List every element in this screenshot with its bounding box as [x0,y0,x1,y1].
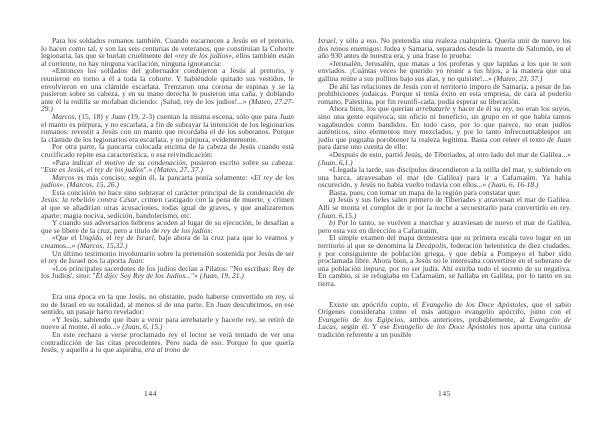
text-run: El simple examen del mapa demuestra que su primera escala tuvo lugar en un territorio al que se denomina la [318,233,571,251]
page-number-left: 144 [143,389,158,398]
text-run: Basta, pues, con tomar un mapa de la región para constatar que: [329,187,521,197]
text-run: Ahora bien, los que querían [329,104,416,114]
text-run: ".» [143,165,155,175]
text-run: , ambos anteriores, probablemente, al [403,314,530,324]
text-run: , federación helenística de diez ciudades, y por consiguiente de población griega, y que debía a Pompeyo el haber sido proclamada libre. Ahora bien, a Jesús no le interesaba convertirse en el soberano de una población [318,241,571,273]
paragraph [41,219,294,234]
text-run: : [210,225,213,235]
italic-run: el motivo de su condenación [95,157,186,167]
paragraph [318,105,571,151]
italic-run: b) [329,218,336,228]
text-run: Esta concisión no hace sino subrayar el carácter principal de la condenación [52,187,287,197]
text-run: «Después de esto, partió Jesús, de Tiberiades, al otro lado del mar de Galilea...» [329,149,571,159]
italic-run: arrebatarle [415,104,451,114]
italic-run: Él dijo: Soy Rey de los Judíos... [95,271,192,281]
text-run: Por lo tanto, se vuelven a marchar y atraviesan de nuevo el mar de Galilea, pero esta vez en dirección a Cafarnaúm. [318,218,571,235]
paragraph [41,159,294,174]
text-run: , el [101,233,115,243]
paragraph [318,37,571,60]
italic-run: rey de los judíos [178,51,229,61]
text-run: , crimen castigado con la pena de muerte, y crimen al que se añadirían otras acusaciones, todas igual de graves, y que analizaremos aparte: magia nociva, sedición, bandolerismo, etc. [41,195,295,220]
text-run: para darse uno cuenta de ello: [318,142,408,152]
paragraph [41,113,294,143]
text-run: , no eran los suyos, sino una gente equívoca, sin oficio ni beneficio, un grupo en el que había tantos vagabundos como bandidos. En todo caso, por lo que parece, no eran judíos auténticos, sino elementos muy mezclados, y por lo tanto infrecuentablespor un judío que pugnaba porobtener la realeza legítima. Basta con releer el texto [318,104,571,144]
paragraph [318,83,571,106]
text-run: », ellos también están al corriente, no hay ninguna vacilación, ninguna ignorancia: [41,51,294,68]
italic-run: El rey de los judíos [41,172,294,190]
italic-run: de Juan [547,134,572,144]
page-number-right: 145 [437,389,452,398]
italic-run: Evangelio de los Egipcios [318,314,404,324]
text-run: (19, 2-3) cuentan la misma escena, sólo que para [125,111,280,121]
text-run: es más conciso; según él, la pancarta ponía solamente: « [74,172,254,182]
italic-run: (Juan, 6,15.) [318,210,357,220]
italic-run: rey de Israel [114,233,154,243]
paragraph [318,196,571,219]
italic-run: (Mateo, 27.27-29.) [41,96,294,114]
italic-run: (Marcos, 15,32.) [77,241,128,251]
text-run: Era una época en la que Jesús, no obstante, pudo haberse convertido en rey, si no de Israel en su totalidad, al menos sí de una parte. En [41,292,294,309]
text-run: «Los principales sacerdotes de los judíos decían a Pilatos: "No escribas: Rey de los Judíos', sino: " [41,263,294,281]
paragraph [41,234,294,249]
italic-run: impura [363,263,385,273]
paragraph [41,250,294,265]
text-run: Para los soldados romanos también. Cuando escarnecen a Jesús en el pretorio, lo hacen como tal, y son las seis centurias de veteranos, que constituían la Cohorte legionaria, las que se burlan cruelmente del « [41,36,294,61]
italic-run: Marcos [52,172,75,182]
text-run: Existe un apócrifo copto, el [329,299,422,309]
italic-run: Evangelio de Lucas [318,314,571,332]
italic-run: Marcos [52,111,75,121]
paragraph [41,37,294,67]
paragraph [41,331,294,354]
text-run: Un último testimonio involuntario sobre la pretensión sostenida por Jesús de ser el rey de Israel nos la aporta [41,248,294,266]
italic-run: Este es Jesús, el rey de los judíos [44,165,144,175]
paragraph [318,151,571,166]
italic-run: era al trono de [144,345,190,355]
paragraph [41,265,294,280]
paragraph [318,166,571,189]
text-run: «Jerusalén, Jerusalén, que matas a los profetas y que lapidas a los que te son enviados. ¡Cuántas veces he querido yo reunir a tus hijos, a la manera que una gallina reúne a sus pollitos bajo sus alas, y no quisiste!...» [318,58,571,83]
italic-run: a) [329,195,336,205]
italic-run: (Juan, 6, 15.) [122,322,163,332]
italic-run: (Juan, 6,1.) [318,157,353,167]
text-run: Por otra parte, la pancarta colocada encima de la cabeza de Jesús cuando está crucificado repite esa característica, o esa reivindicación: [41,142,294,159]
italic-run: Ungido [79,233,102,243]
italic-run: de Jesús: la rebelión contra César [41,187,294,205]
text-run: «Llegada la tarde, sus discípulos descendieron a la orilla del mar, y, subiendo en una barca, atravesaban el mar (de Galilea) para ir a Cafarnaúm. Ya había oscurecido, y Jesús no había vuelto todavía con ellos...» [318,165,571,190]
page-right [318,37,571,409]
text-run: «Y Jesús, sabiendo que iban a venir para arrebatarle y hacerle rey, se retiró de nuevo al monte, él solo...» [41,314,294,332]
text-run: «Para indicar [52,157,96,167]
text-run: , y sólo a eso. No pretendía una realeza cualquiera. Quería unir de nuevo los dos reinos enemigos: Judea y Samaria, separados desde la muerte de Salomón, en el año 930 antes de nuestra era, y una frase lo prueba: [318,36,571,61]
text-run: «Que el [52,233,80,243]
italic-run: Juan [279,111,294,121]
paragraph [318,60,571,83]
text-run: , pusieron escrito sobre su cabeza: " [41,157,294,175]
italic-run: (Juan, 19, 21.) [199,271,244,281]
text-run: , baje ahora de la cruz para que lo veamos y creamos...» [41,233,295,251]
text-run: De ahí las relaciones de Jesús con el territorio impuro de Samaria, a pesar de las prohibiciones judaicas. Porque si tenía éxito en esta empresa, de cara al poderío romano, Palestina, por fin reunifi-cada, podía esperar su liberación. [318,81,571,106]
italic-run: (Mateo, 27, 37.) [154,165,203,175]
text-run: Jesús y sus fieles salen primero de Tiberiades y atraviesan el mar de Galilea. Allí se monta el complot de ir por la noche a secuestrarlo para convertirlo en rey. [318,195,571,213]
text-run: , por no ser judía. Ahí estriba todo el secreto de su negativa. En cambio, si se refugiaba en Cafarnaúm, se hallaba en Galilea, por lo tanto en su tierra. [318,263,571,288]
italic-run: Evangelio de los Doce Apóstoles [392,322,497,332]
paragraph [318,301,571,339]
text-run: : [142,256,145,266]
paragraph [318,234,571,287]
text-run: el manto es púrpura, y no escarlata, a fin de subrayar la intención de los legionarios romanos: revestir a Jesús con un manto que recordaba el de los soberanos. Porque la clámide de los legionarios era escarlata, y no púrpura, evidentemente. [41,119,294,144]
italic-run: Juan [216,299,231,309]
text-run: En este rechazo a verse proclamado rey el lector se verá tentado de ver una contradicción de las citas precedentes. Pero nada de eso. Porque lo que quería Jesús, y aquello a lo que aspiraba, [41,329,294,355]
paragraph [41,174,294,189]
text-run: , que el sabio Orígenes consideraba como el más antiguo evangelio apócrifo, junto con el [318,299,572,317]
text-run: "» [191,271,200,281]
italic-run: (Mateo, 23, 37.) [493,73,543,83]
page-right-text [318,37,571,339]
italic-run: Decápolis [415,241,447,251]
italic-run: (Juan, 6, 16-18.) [488,180,539,190]
paragraph [41,143,294,158]
paragraph [318,219,571,234]
italic-run: Israel [318,36,336,45]
italic-run: rey de los judíos [161,225,211,235]
text-run: «Entonces los soldados del gobernador condujeron a Jesús al pretorio, y reunieron en torno a él a toda la cohorte. Y habiéndole quitado sus vestidos, le envolvieron en una clámide escarlata. Trenzaron una corona de espinas y se la pusieron sobre su cabeza, y en su mano derecha le pusieron una caña, y doblando ante él la rodilla se mofaban diciendo: ¡Salud, rey de los judíos!...» [41,66,294,106]
text-run: descubrimos, en ese sentido, un pasaje harto revelador: [41,299,294,317]
paragraph [41,67,294,113]
text-run: Y cuando sus adversarios hebreos acuden al lugar de su ejecución, le desafían a que se libere de la cruz, pero a título de [41,218,294,235]
text-run: y hacer de él [450,104,494,114]
italic-run: (Marcos, 15, 26.) [66,180,120,190]
text-run: , según él. Y ese [335,322,393,332]
italic-run: su rey [493,104,513,114]
paragraph [41,293,294,316]
italic-run: Juan [111,111,126,121]
paragraph [41,189,294,219]
page-left-text [41,37,294,354]
italic-run: Juan [127,256,143,266]
text-run: nos aporta una curiosa tradición referente a un posible [318,322,571,339]
text-run: ». [59,180,67,190]
paragraph [41,316,294,331]
page-left [41,37,294,409]
text-run: , (15, 18) y [74,111,112,121]
italic-run: Evangelio de los Doce Apóstoles [421,299,527,309]
